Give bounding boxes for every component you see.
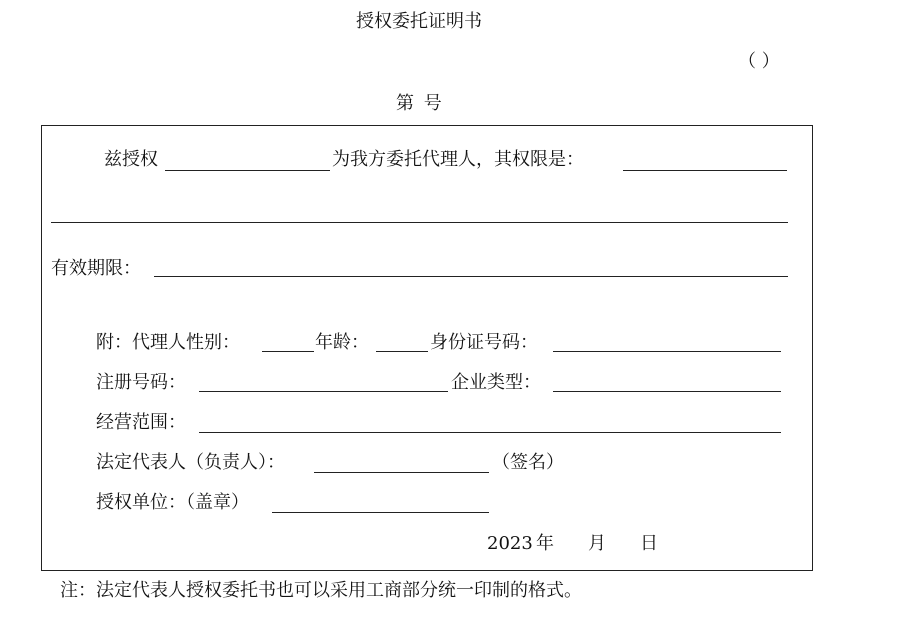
signature-label: （签名） (492, 452, 564, 473)
date-day-label: 日 (640, 533, 658, 554)
parenthesis-field: （ ） (738, 51, 780, 72)
date-year-label: 年 (536, 533, 554, 554)
registration-number-blank[interactable] (199, 391, 448, 392)
authorize-middle-text: 为我方委托代理人，其权限是： (332, 149, 584, 170)
enterprise-type-label: 企业类型： (451, 372, 541, 393)
authority-scope-blank[interactable] (623, 170, 787, 171)
gender-label: 附：代理人性别： (96, 332, 240, 353)
document-number-label: 第 号 (396, 93, 444, 114)
id-number-blank[interactable] (553, 351, 781, 352)
validity-blank[interactable] (154, 276, 788, 277)
validity-label: 有效期限： (51, 258, 141, 279)
legal-representative-blank[interactable] (314, 472, 489, 473)
authority-scope-blank-line-2[interactable] (51, 222, 788, 223)
age-blank[interactable] (376, 351, 428, 352)
legal-representative-label: 法定代表人（负责人）： (96, 452, 285, 473)
date-year: 2023 (487, 533, 533, 554)
authorized-agent-blank[interactable] (165, 170, 330, 171)
business-scope-label: 经营范围： (96, 412, 186, 433)
footnote: 注：法定代表人授权委托书也可以采用工商部分统一印制的格式。 (60, 580, 582, 601)
enterprise-type-blank[interactable] (553, 391, 781, 392)
document-title: 授权委托证明书 (356, 11, 482, 32)
authorizing-unit-blank[interactable] (272, 512, 489, 513)
date-month-label: 月 (588, 533, 606, 554)
registration-number-label: 注册号码： (96, 372, 186, 393)
authorizing-unit-label: 授权单位：（盖章） (96, 492, 249, 513)
gender-blank[interactable] (262, 351, 314, 352)
business-scope-blank[interactable] (199, 432, 781, 433)
authorize-prefix: 兹授权 (104, 149, 158, 170)
age-label: 年龄： (315, 332, 369, 353)
id-number-label: 身份证号码： (430, 332, 538, 353)
